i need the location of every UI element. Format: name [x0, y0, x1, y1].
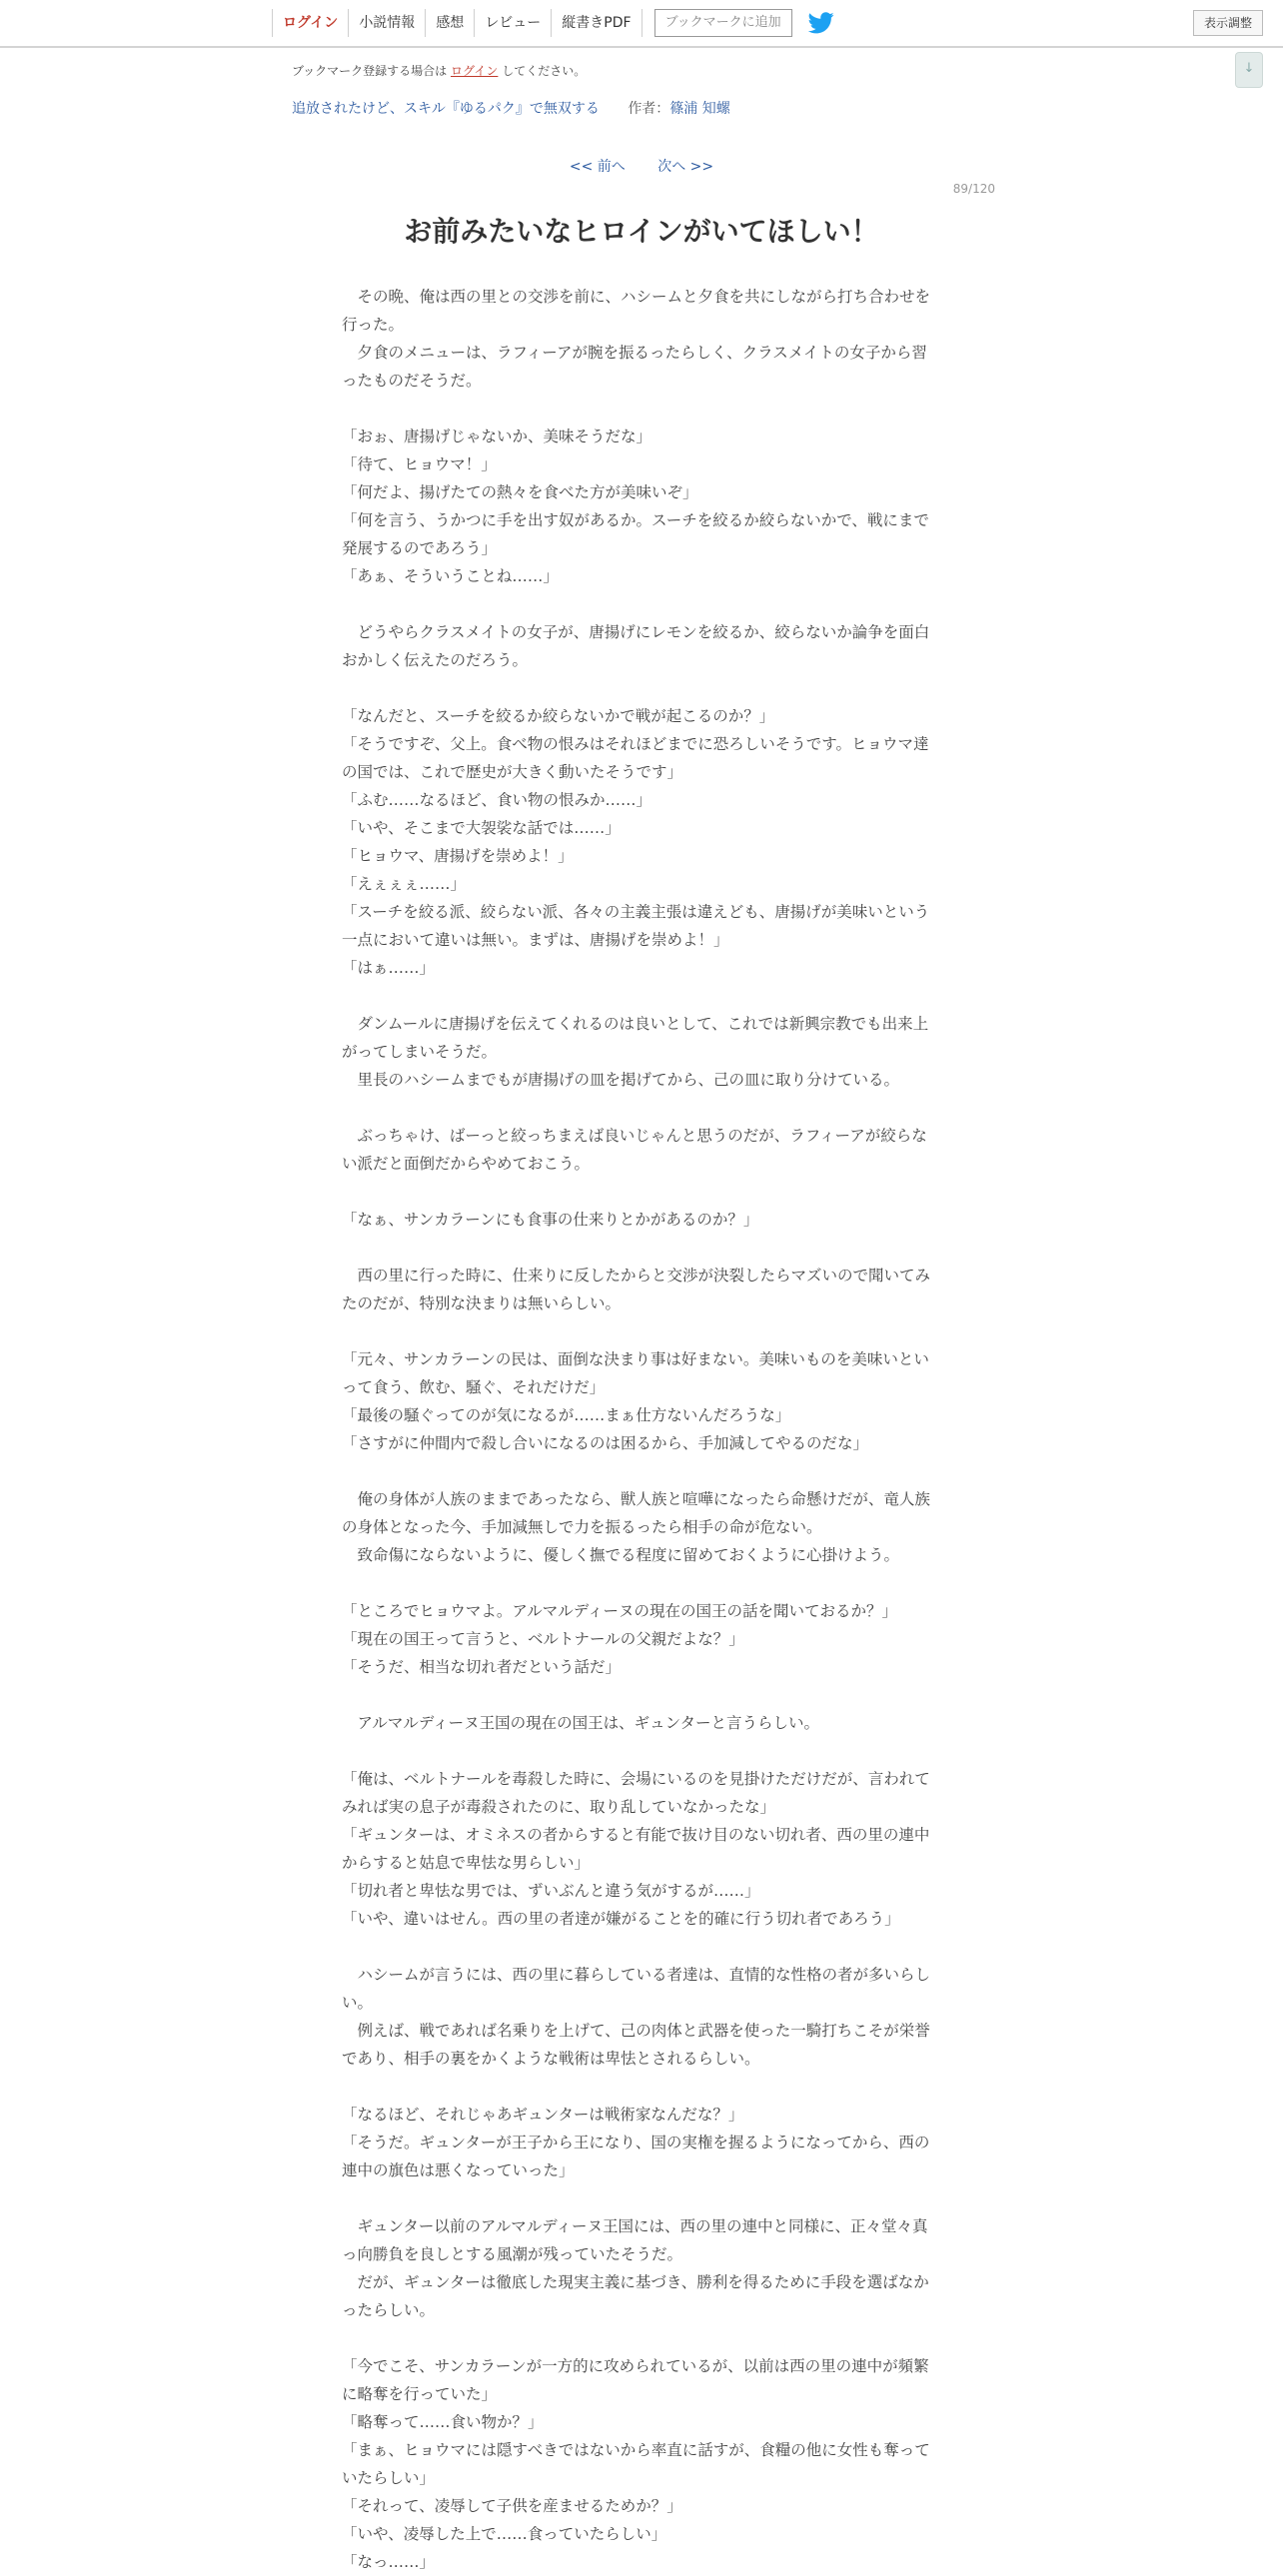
body-paragraph: 「はぁ……」	[342, 959, 436, 977]
blank-line	[342, 1317, 941, 1345]
body-paragraph: 「そうだ。ギュンターが王子から王になり、国の実権を握るようになってから、西の連中の旗色は悪くなっていった」	[342, 2134, 930, 2179]
author-link[interactable]: 篠浦 知螺	[669, 101, 730, 117]
body-paragraph: ぶっちゃけ、ばーっと絞っちまえば良いじゃんと思うのだが、ラフィーアが絞らない派だと面倒だからやめておこう。	[342, 1127, 927, 1173]
blank-line	[342, 1457, 941, 1485]
review-link[interactable]: レビュー	[474, 9, 551, 37]
page-count: 89/120	[952, 182, 995, 196]
next-chapter-link[interactable]: 次へ >>	[657, 159, 714, 175]
blank-line	[342, 1569, 941, 1597]
body-paragraph: 里長のハシームまでもが唐揚げの皿を掲げてから、己の皿に取り分けている。	[342, 1071, 900, 1089]
body-paragraph: 「いや、そこまで大袈裟な話では……」	[342, 819, 621, 837]
blank-line	[342, 1737, 941, 1765]
body-paragraph: ハシームが言うには、西の里に暮らしている者達は、直情的な性格の者が多いらしい。	[342, 1966, 931, 2012]
body-paragraph: 「なるほど、それじゃあギュンターは戦術家なんだな？」	[342, 2106, 744, 2124]
blank-line	[342, 2073, 941, 2101]
blank-line	[342, 1933, 941, 1961]
blank-line	[342, 1681, 941, 1709]
body-paragraph: 「今でこそ、サンカラーンが一方的に攻められているが、以前は西の里の連中が頻繁に略奪を行っていた」	[342, 2357, 929, 2403]
body-paragraph: 「あぁ、そういうことね……」	[342, 567, 559, 585]
login-link[interactable]: ログイン	[272, 9, 348, 37]
display-settings-button[interactable]: 表示調整	[1193, 10, 1263, 36]
body-paragraph: 「現在の国王って言うと、ベルトナールの父親だよな？」	[342, 1630, 744, 1648]
body-paragraph: 「切れ者と卑怯な男では、ずいぶんと違う気がするが……」	[342, 1882, 760, 1900]
body-paragraph: どうやらクラスメイトの女子が、唐揚げにレモンを絞るか、絞らないか論争を面白おかしく伝えたのだろう。	[342, 623, 930, 669]
body-paragraph: 「さすがに仲間内で殺し合いになるのは困るから、手加減してやるのだな」	[342, 1434, 869, 1452]
chapter-body	[342, 283, 941, 2576]
novel-title-link[interactable]: 追放されたけど、スキル『ゆるパク』で無双する	[292, 101, 600, 117]
bookmark-notice-prefix: ブックマーク登録する場合は	[292, 64, 448, 78]
body-paragraph: 「ところでヒョウマよ。アルマルディーヌの現在の国王の話を聞いておるか？」	[342, 1602, 897, 1620]
body-paragraph: 俺の身体が人族のままであったなら、獣人族と喧嘩になったら命懸けだが、竜人族の身体となった今、手加減無しで力を振るったら相手の命が危ない。	[342, 1490, 930, 1536]
blank-line	[342, 395, 941, 423]
body-paragraph: 「待て、ヒョウマ！」	[342, 455, 497, 473]
body-paragraph: 「ギュンターは、オミネスの者からすると有能で抜け目のない切れ者、西の里の連中からすると姑息で卑怯な男らしい」	[342, 1826, 930, 1872]
body-paragraph: 「略奪って……食い物か？」	[342, 2413, 544, 2431]
impressions-link[interactable]: 感想	[425, 9, 474, 37]
body-paragraph: 西の里に行った時に、仕来りに反したからと交渉が決裂したらマズいので聞いてみたのだが、特別な決まりは無いらしい。	[342, 1267, 931, 1312]
body-paragraph: 「それって、凌辱して子供を産ませるためか？」	[342, 2497, 682, 2515]
body-paragraph: 「ふむ……なるほど、食い物の恨みか……」	[342, 791, 652, 809]
novel-info-link[interactable]: 小説情報	[348, 9, 425, 37]
body-paragraph: 「いや、違いはせん。西の里の者達が嫌がることを的確に行う切れ者であろう」	[342, 1910, 900, 1928]
body-paragraph: 「えぇぇぇ……」	[342, 875, 467, 893]
body-paragraph: 「まぁ、ヒョウマには隠すべきではないから率直に話すが、食糧の他に女性も奪っていたらしい」	[342, 2441, 930, 2487]
body-paragraph: その晩、俺は西の里との交渉を前に、ハシームと夕食を共にしながら打ち合わせを行った。	[342, 288, 931, 334]
body-paragraph: 「何を言う、うかつに手を出す奴があるか。スーチを絞るか絞らないかで、戦にまで発展するのであろう」	[342, 511, 929, 557]
blank-line	[342, 590, 941, 618]
body-paragraph: ダンムールに唐揚げを伝えてくれるのは良いとして、これでは新興宗教でも出来上がってしまいそうだ。	[342, 1015, 929, 1061]
body-paragraph: 「いや、凌辱した上で……食っていたらしい」	[342, 2525, 667, 2543]
add-bookmark-button[interactable]: ブックマークに追加	[654, 9, 792, 37]
body-paragraph: 「そうだ、相当な切れ者だという話だ」	[342, 1658, 622, 1676]
body-paragraph: だが、ギュンターは徹底した現実主義に基づき、勝利を得るために手段を選ばなかったらしい。	[342, 2273, 929, 2319]
body-paragraph: 「なんだと、スーチを絞るか絞らないかで戦が起こるのか？」	[342, 707, 775, 725]
body-paragraph: 「最後の騒ぐってのが気になるが……まぁ仕方ないんだろうな」	[342, 1406, 791, 1424]
body-paragraph: アルマルディーヌ王国の現在の国王は、ギュンターと言うらしい。	[342, 1714, 820, 1732]
top-nav-bar	[0, 0, 1283, 48]
body-paragraph: ギュンター以前のアルマルディーヌ王国には、西の里の連中と同様に、正々堂々真っ向勝負を良しとする風潮が残っていたそうだ。	[342, 2217, 928, 2263]
blank-line	[342, 1094, 941, 1122]
blank-line	[342, 982, 941, 1010]
body-paragraph: 「俺は、ベルトナールを毒殺した時に、会場にいるのを見掛けただけだが、言われてみれば実の息子が毒殺されたのに、取り乱していなかったな」	[342, 1770, 930, 1816]
scroll-down-arrow-icon[interactable]: ↓	[1235, 52, 1263, 88]
main-nav	[272, 0, 834, 46]
chapter-pager	[0, 156, 1283, 176]
blank-line	[342, 1234, 941, 1262]
bookmark-notice	[292, 62, 586, 79]
body-paragraph: 「おぉ、唐揚げじゃないか、美味そうだな」	[342, 428, 652, 445]
twitter-icon[interactable]	[808, 12, 834, 34]
body-paragraph: 「元々、サンカラーンの民は、面倒な決まり事は好まない。美味いものを美味いといって食う、飲む、騒ぐ、それだけだ」	[342, 1350, 929, 1396]
body-paragraph: 「スーチを絞る派、絞らない派、各々の主義主張は違えども、唐揚げが美味いという一点において違いは無い。まずは、唐揚げを崇めよ！」	[342, 903, 930, 949]
blank-line	[342, 2184, 941, 2212]
body-paragraph: 「何だよ、揚げたての熱々を食べた方が美味いぞ」	[342, 483, 698, 501]
novel-header	[292, 98, 730, 118]
blank-line	[342, 674, 941, 702]
bookmark-notice-suffix: してください。	[502, 64, 587, 78]
vertical-pdf-link[interactable]: 縦書きPDF	[551, 9, 642, 37]
author-label: 作者：	[628, 101, 670, 117]
blank-line	[342, 2324, 941, 2352]
body-paragraph: 「なぁ、サンカラーンにも食事の仕来りとかがあるのか？」	[342, 1211, 759, 1229]
bookmark-notice-login-link[interactable]: ログイン	[451, 64, 499, 78]
body-paragraph: 「ヒョウマ、唐揚げを崇めよ！」	[342, 847, 574, 865]
blank-line	[342, 1178, 941, 1206]
body-paragraph: 「そうですぞ、父上。食べ物の恨みはそれほどまでに恐ろしいそうです。ヒョウマ達の国では、これで歴史が大きく動いたそうです」	[342, 735, 929, 781]
body-paragraph: 例えば、戦であれば名乗りを上げて、己の肉体と武器を使った一騎打ちこそが栄誉であり、相手の裏をかくような戦術は卑怯とされるらしい。	[342, 2022, 930, 2068]
body-paragraph: 致命傷にならないように、優しく撫でる程度に留めておくように心掛けよう。	[342, 1546, 900, 1564]
body-paragraph: 夕食のメニューは、ラフィーアが腕を振るったらしく、クラスメイトの女子から習ったものだそうだ。	[342, 344, 927, 390]
prev-chapter-link[interactable]: << 前へ	[569, 159, 626, 175]
body-paragraph: 「なっ……」	[342, 2553, 436, 2571]
chapter-title: お前みたいなヒロインがいてほしい！	[404, 215, 879, 248]
